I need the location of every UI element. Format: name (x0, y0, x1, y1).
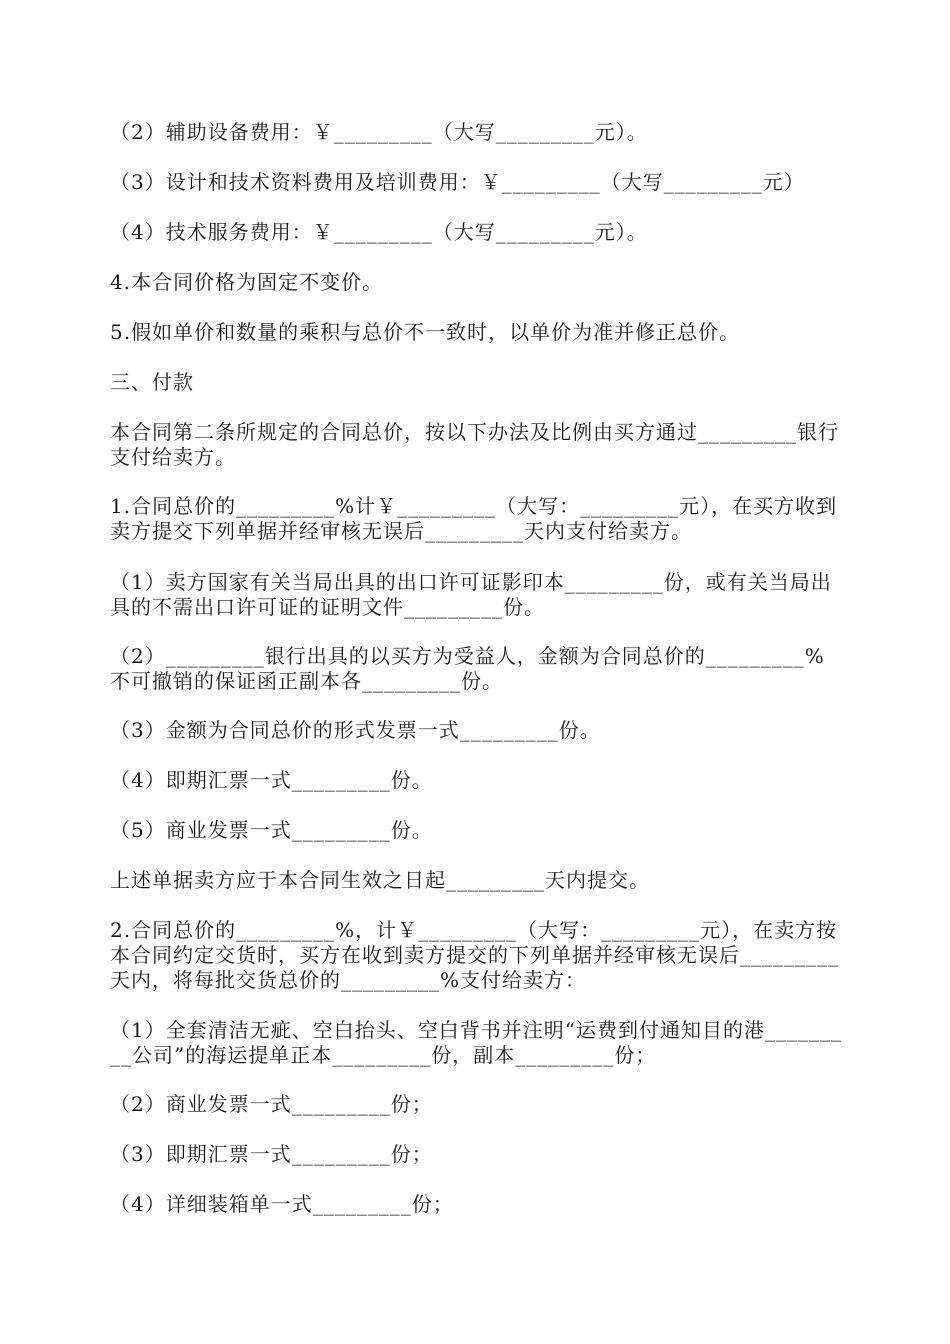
payment-clause-1: 1.合同总价的_________%计￥_________（大写：_________元），在买方收到卖方提交下列单据并经审核无误后_________天内支付给卖方。 (110, 494, 838, 543)
payment-2-item-3: （3）即期汇票一式_________份； (110, 1142, 433, 1166)
payment-2-item-1: （1）全套清洁无疵、空白抬头、空白背书并注明“运费到付通知目的港_________公司”的海运提单正本_________份，副本_________份； (110, 1018, 842, 1067)
section-heading-payment: 三、付款 (110, 370, 194, 394)
payment-1-item-4: （4）即期汇票一式_________份。 (110, 768, 433, 792)
clause-fixed-price: 4.本合同价格为固定不变价。 (110, 270, 384, 294)
clause-technical-service-fee: （4）技术服务费用：￥_________（大写_________元）。 (110, 220, 648, 244)
payment-2-item-4: （4）详细装箱单一式_________份； (110, 1192, 454, 1216)
payment-clause-2: 2.合同总价的_________%，计￥_________（大写：_________元），在卖方按本合同约定交货时，买方在收到卖方提交的下列单据并经审核无误后_________天内，将每批交货总价的_________%支付给卖方： (110, 918, 839, 992)
payment-2-item-2: （2）商业发票一式_________份； (110, 1092, 433, 1116)
clause-design-training-fee: （3）设计和技术资料费用及培训费用：￥_________（大写_________元） (110, 170, 805, 194)
clause-unit-price-rule: 5.假如单价和数量的乘积与总价不一致时，以单价为准并修正总价。 (110, 320, 741, 344)
clause-auxiliary-equipment-fee: （2）辅助设备费用：￥_________（大写_________元）。 (110, 120, 648, 144)
payment-1-item-1: （1）卖方国家有关当局出具的出口许可证影印本_________份，或有关当局出具的不需出口许可证的证明文件_________份。 (110, 570, 832, 619)
payment-1-item-3: （3）金额为合同总价的形式发票一式_________份。 (110, 718, 601, 742)
payment-1-item-2: （2）_________银行出具的以买方为受益人，金额为合同总价的_________%不可撤销的保证函正副本各_________份。 (110, 644, 825, 693)
payment-1-item-5: （5）商业发票一式_________份。 (110, 818, 433, 842)
payment-intro: 本合同第二条所规定的合同总价，按以下办法及比例由买方通过_________银行支付给卖方。 (110, 420, 839, 469)
payment-1-deadline: 上述单据卖方应于本合同生效之日起_________天内提交。 (110, 868, 650, 892)
